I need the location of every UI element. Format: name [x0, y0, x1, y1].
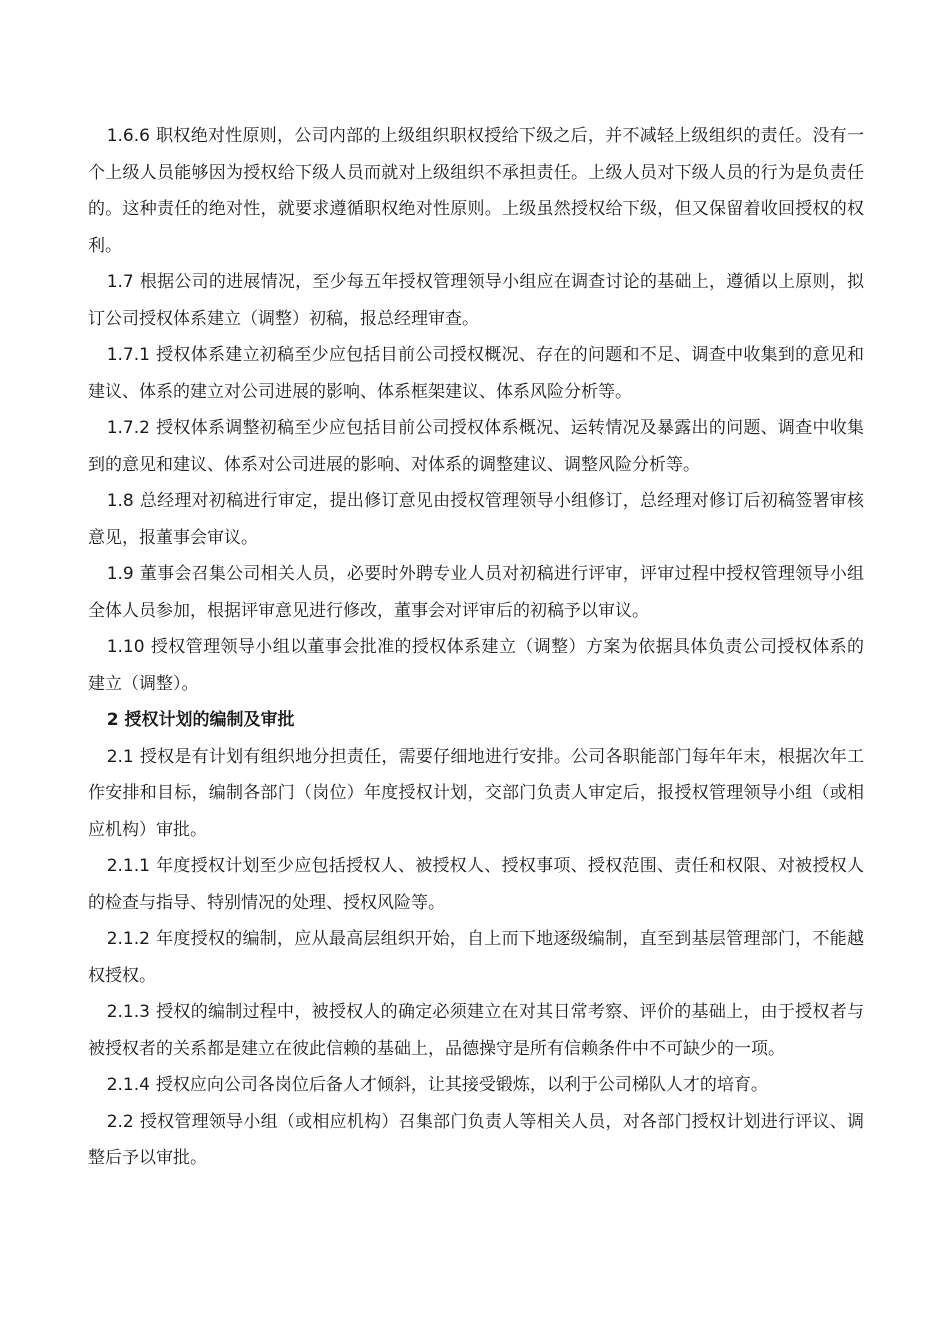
paragraph-2-1	[88, 739, 864, 849]
paragraph-text: 根据公司的进展情况，至少每五年授权管理领导小组应在调查讨论的基础上，遵循以上原则，拟订公司授权体系建立（调整）初稿，报总经理审查。	[88, 272, 864, 329]
paragraph-1-8	[88, 483, 864, 556]
section-heading	[88, 702, 864, 739]
paragraph-number: 2.1	[106, 746, 134, 767]
section-number: 2	[106, 710, 119, 730]
paragraph-text: 授权管理领导小组（或相应机构）召集部门负责人等相关人员，对各部门授权计划进行评议、调整后予以审批。	[88, 1111, 864, 1168]
paragraph-number: 2.1.3	[106, 1002, 150, 1022]
paragraph-number: 1.7	[106, 272, 134, 292]
paragraph-number: 1.7.1	[106, 345, 150, 365]
paragraph-1-7-2	[88, 410, 864, 483]
document-body	[88, 118, 864, 1177]
paragraph-2-2	[88, 1104, 864, 1177]
paragraph-number: 1.9	[106, 564, 134, 584]
paragraph-number: 1.6.6	[106, 126, 150, 146]
paragraph-number: 1.8	[106, 491, 134, 511]
paragraph-2-1-1	[88, 848, 864, 921]
paragraph-number: 2.2	[106, 1111, 134, 1132]
paragraph-1-10	[88, 629, 864, 702]
paragraph-text: 年度授权计划至少应包括授权人、被授权人、授权事项、授权范围、责任和权限、对被授权人的检查与指导、特别情况的处理、授权风险等。	[88, 856, 864, 913]
paragraph-text: 授权体系调整初稿至少应包括目前公司授权体系概况、运转情况及暴露出的问题、调查中收集到的意见和建议、体系对公司进展的影响、对体系的调整建议、调整风险分析等。	[88, 418, 864, 475]
paragraph-2-1-4	[88, 1067, 864, 1104]
paragraph-1-6-6	[88, 118, 864, 264]
paragraph-text: 授权管理领导小组以董事会批准的授权体系建立（调整）方案为依据具体负责公司授权体系的建立（调整）。	[88, 637, 864, 694]
paragraph-text: 授权体系建立初稿至少应包括目前公司授权概况、存在的问题和不足、调查中收集到的意见和建议、体系的建立对公司进展的影响、体系框架建议、体系风险分析等。	[88, 345, 864, 402]
paragraph-2-1-3	[88, 994, 864, 1067]
paragraph-text: 职权绝对性原则，公司内部的上级组织职权授给下级之后，并不减轻上级组织的责任。没有一个上级人员能够因为授权给下级人员而就对上级组织不承担责任。上级人员对下级人员的行为是负责任的。这种责任的绝对性，就要求遵循职权绝对性原则。上级虽然授权给下级，但又保留着收回授权的权利。	[88, 126, 864, 256]
paragraph-number: 2.1.1	[106, 856, 150, 876]
paragraph-1-9	[88, 556, 864, 629]
paragraph-text: 授权应向公司各岗位后备人才倾斜，让其接受锻炼，以利于公司梯队人才的培育。	[155, 1075, 768, 1095]
paragraph-text: 年度授权的编制，应从最高层组织开始，自上而下地逐级编制，直至到基层管理部门，不能越权授权。	[88, 929, 864, 986]
paragraph-number: 1.10	[106, 637, 145, 657]
paragraph-2-1-2	[88, 921, 864, 994]
paragraph-text: 董事会召集公司相关人员，必要时外聘专业人员对初稿进行评审，评审过程中授权管理领导小组全体人员参加，根据评审意见进行修改，董事会对评审后的初稿予以审议。	[88, 564, 864, 621]
paragraph-number: 1.7.2	[106, 418, 150, 438]
paragraph-text: 总经理对初稿进行审定，提出修订意见由授权管理领导小组修订，总经理对修订后初稿签署审核意见，报董事会审议。	[88, 491, 864, 548]
paragraph-text: 授权的编制过程中，被授权人的确定必须建立在对其日常考察、评价的基础上，由于授权者与被授权者的关系都是建立在彼此信赖的基础上，品德操守是所有信赖条件中不可缺少的一项。	[88, 1002, 864, 1059]
paragraph-text: 授权是有计划有组织地分担责任，需要仔细地进行安排。公司各职能部门每年年末，根据次年工作安排和目标，编制各部门（岗位）年度授权计划，交部门负责人审定后，报授权管理领导小组（或相应机构）审批。	[88, 746, 864, 840]
section-title: 授权计划的编制及审批	[124, 710, 295, 730]
paragraph-1-7	[88, 264, 864, 337]
paragraph-1-7-1	[88, 337, 864, 410]
paragraph-number: 2.1.2	[106, 929, 150, 949]
paragraph-number: 2.1.4	[106, 1075, 150, 1095]
